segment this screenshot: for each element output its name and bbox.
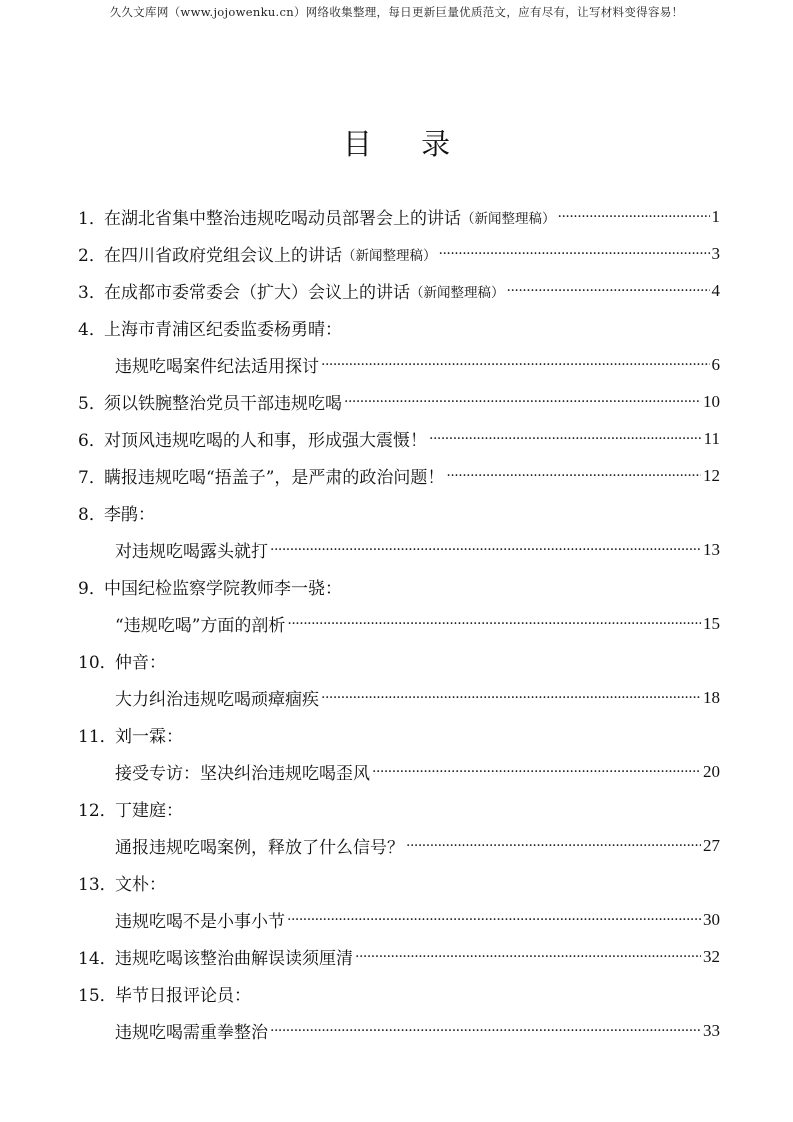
toc-entry[interactable]: [78, 938, 720, 975]
toc-entry-title: 上海市青浦区纪委监委杨勇晴：: [104, 320, 342, 340]
dot-leader: [287, 912, 701, 928]
toc-entry-number: 15．: [78, 986, 117, 1006]
toc-entry-subtitle: 对违规吃喝露头就打: [115, 542, 268, 562]
toc-entry-heading[interactable]: [78, 494, 720, 531]
dot-leader: [287, 616, 701, 632]
toc-entry[interactable]: [78, 679, 720, 716]
toc-entry-title: 在四川省政府党组会议上的讲话: [104, 246, 342, 266]
table-of-contents: [78, 198, 720, 1049]
toc-page-number: 12: [703, 465, 720, 485]
toc-entry-heading[interactable]: [78, 642, 720, 679]
toc-entry[interactable]: [78, 272, 720, 309]
toc-entry-title: 丁建庭：: [115, 801, 183, 821]
dot-leader: [321, 690, 701, 706]
toc-entry-title: 毕节日报评论员：: [115, 986, 251, 1006]
toc-entry-subtitle: 大力纠治违规吃喝顽瘴痼疾: [115, 690, 319, 710]
toc-entry-number: 7．: [78, 468, 106, 488]
toc-entry-title: 中国纪检监察学院教师李一骁：: [104, 579, 342, 599]
toc-entry-subtitle: 接受专访：坚决纠治违规吃喝歪风: [115, 764, 370, 784]
dot-leader: [270, 1023, 701, 1039]
dot-leader: [344, 394, 701, 410]
toc-entry-number: 11．: [78, 727, 117, 747]
page-header: 久久文库网（www.jojowenku.cn）网络收集整理，每日更新巨量优质范文，应有尽有，让写材料变得容易！: [109, 5, 684, 19]
dot-leader: [355, 949, 701, 965]
toc-entry-number: 6．: [78, 431, 106, 451]
dot-leader: [446, 468, 701, 484]
toc-entry[interactable]: [78, 827, 720, 864]
toc-page-number: 30: [703, 909, 720, 929]
toc-entry[interactable]: [78, 420, 720, 457]
toc-entry-title: 违规吃喝该整治曲解误读须厘清: [115, 949, 353, 969]
toc-entry-subtitle: 违规吃喝不是小事小节: [115, 912, 285, 932]
dot-leader: [558, 209, 710, 225]
toc-entry-heading[interactable]: [78, 975, 720, 1012]
page-title: 目 录: [342, 127, 471, 161]
toc-entry[interactable]: [78, 1012, 720, 1049]
toc-page-number: 10: [703, 391, 720, 411]
toc-entry-number: 10．: [78, 653, 117, 673]
toc-page-number: 33: [703, 1020, 720, 1040]
toc-page-number: 11: [703, 428, 720, 448]
toc-entry[interactable]: [78, 346, 720, 383]
toc-entry-title: 须以铁腕整治党员干部违规吃喝: [104, 394, 342, 414]
toc-entry-number: 8．: [78, 505, 106, 525]
dot-leader: [321, 357, 710, 373]
dot-leader: [270, 542, 701, 558]
toc-entry-heading[interactable]: [78, 864, 720, 901]
toc-entry[interactable]: [78, 753, 720, 790]
toc-entry[interactable]: [78, 901, 720, 938]
toc-page-number: 1: [711, 206, 720, 226]
toc-page-number: 3: [711, 243, 720, 263]
toc-entry-number: 9．: [78, 579, 106, 599]
toc-entry-title: 瞒报违规吃喝“捂盖子”，是严肃的政治问题！: [104, 468, 445, 488]
toc-page-number: 4: [711, 280, 720, 300]
toc-entry-note: （新闻整理稿）: [342, 247, 437, 264]
toc-page-number: 18: [703, 687, 720, 707]
toc-entry[interactable]: [78, 383, 720, 420]
toc-entry-note: （新闻整理稿）: [410, 284, 505, 301]
toc-entry-subtitle: 违规吃喝案件纪法适用探讨: [115, 357, 319, 377]
toc-entry-title: 仲音：: [115, 653, 166, 673]
toc-entry-title: 在成都市委常委会（扩大）会议上的讲话: [104, 283, 410, 303]
toc-entry-number: 14．: [78, 949, 117, 969]
toc-entry-subtitle: 通报违规吃喝案例，释放了什么信号？: [115, 838, 404, 858]
toc-page-number: 27: [703, 835, 720, 855]
toc-page-number: 13: [703, 539, 720, 559]
toc-entry-number: 5．: [78, 394, 106, 414]
toc-entry-number: 12．: [78, 801, 117, 821]
toc-entry-title: 在湖北省集中整治违规吃喝动员部署会上的讲话: [104, 209, 461, 229]
dot-leader: [406, 838, 701, 854]
toc-entry-subtitle: 违规吃喝需重拳整治: [115, 1023, 268, 1043]
toc-entry[interactable]: [78, 605, 720, 642]
toc-entry-note: （新闻整理稿）: [461, 210, 556, 227]
dot-leader: [507, 283, 710, 299]
toc-entry-title: 刘一霖：: [115, 727, 183, 747]
toc-entry[interactable]: [78, 198, 720, 235]
toc-entry-heading[interactable]: [78, 568, 720, 605]
toc-entry-heading[interactable]: [78, 790, 720, 827]
toc-page-number: 32: [703, 946, 720, 966]
toc-entry-number: 1．: [78, 209, 106, 229]
dot-leader: [439, 246, 710, 262]
toc-entry[interactable]: [78, 457, 720, 494]
toc-entry-title: 对顶风违规吃喝的人和事，形成强大震慑！: [104, 431, 427, 451]
toc-entry-subtitle: “违规吃喝”方面的剖析: [115, 616, 286, 636]
toc-entry-heading[interactable]: [78, 716, 720, 753]
toc-entry-heading[interactable]: [78, 309, 720, 346]
toc-entry-number: 2．: [78, 246, 106, 266]
toc-page-number: 20: [703, 761, 720, 781]
toc-entry-number: 4．: [78, 320, 106, 340]
dot-leader: [429, 431, 702, 447]
toc-entry-number: 3．: [78, 283, 106, 303]
toc-entry-number: 13．: [78, 875, 117, 895]
toc-entry-title: 李鹃：: [104, 505, 155, 525]
dot-leader: [372, 764, 701, 780]
toc-page-number: 6: [711, 354, 720, 374]
toc-entry-title: 文朴：: [115, 875, 166, 895]
toc-page-number: 15: [703, 613, 720, 633]
toc-entry[interactable]: [78, 531, 720, 568]
toc-entry[interactable]: [78, 235, 720, 272]
